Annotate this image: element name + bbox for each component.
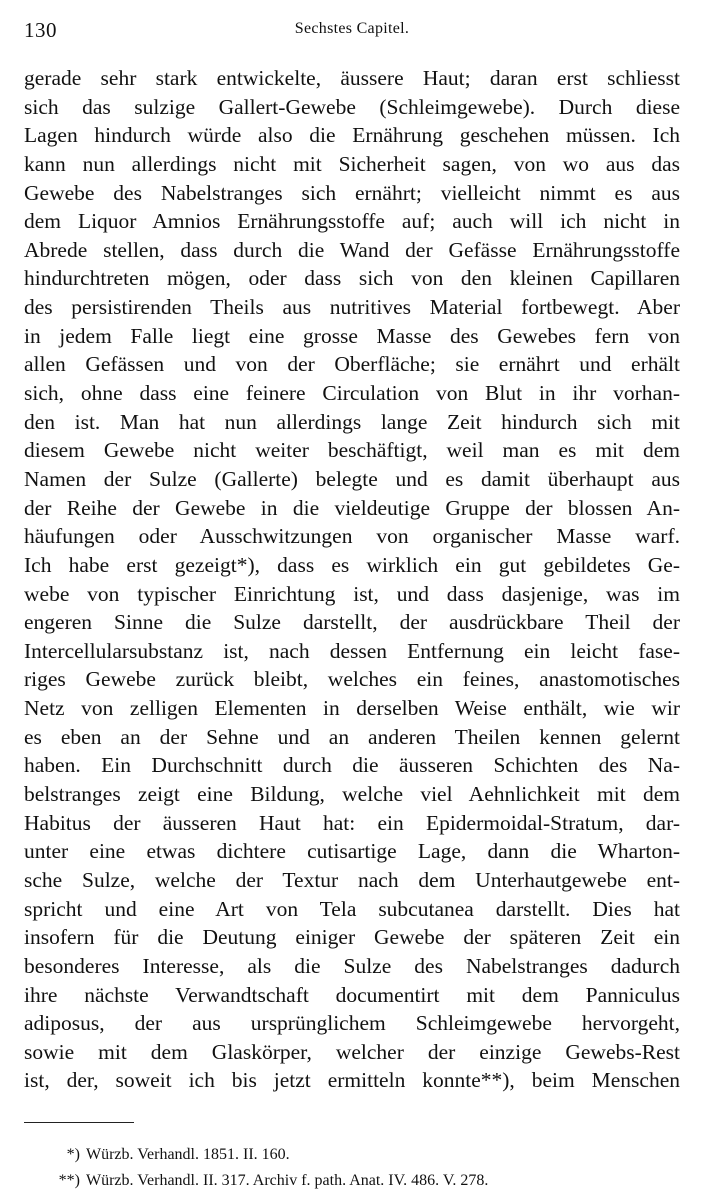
- running-title: Sechstes Capitel.: [294, 20, 410, 37]
- text-line: sowie mit dem Glaskörper, welcher der einzige Gewebs-Rest: [24, 1039, 680, 1064]
- text-line: allen Gefässen und von der Oberfläche; sie ernährt und erhält: [24, 352, 680, 377]
- text-line: der Reihe der Gewebe in die vieldeutige Gruppe der blossen An-: [24, 495, 680, 520]
- text-line: häufungen oder Ausschwitzungen von organischer Masse warf.: [24, 524, 680, 549]
- text-line: ihre nächste Verwandtschaft documentirt mit dem Panniculus: [24, 982, 680, 1007]
- footnotes: [24, 1142, 680, 1194]
- text-line: unter eine etwas dichtere cutisartige Lage, dann die Wharton-: [24, 839, 680, 864]
- text-line: in jedem Falle liegt eine grosse Masse des Gewebes fern von: [24, 323, 680, 348]
- text-line: dem Liquor Amnios Ernährungsstoffe auf; auch will ich nicht in: [24, 209, 680, 234]
- text-line: sche Sulze, welche der Textur nach dem Unterhautgewebe ent-: [24, 867, 680, 892]
- footnote-mark: *): [66, 1146, 80, 1163]
- text-line: gerade sehr stark entwickelte, äussere Haut; daran erst schliesst: [24, 66, 680, 90]
- footnote-text: Würzb. Verhandl. II. 317. Archiv f. path. Anat. IV. 486. V. 278.: [86, 1172, 489, 1189]
- text-line: spricht und eine Art von Tela subcutanea darstellt. Dies hat: [24, 896, 680, 921]
- text-line: riges Gewebe zurück bleibt, welches ein feines, anastomotisches: [24, 667, 680, 692]
- text-line: Ich habe erst gezeigt*), dass es wirklich ein gut gebildetes Ge-: [24, 552, 680, 577]
- book-page: [24, 14, 680, 1194]
- text-line: Namen der Sulze (Gallerte) belegte und es damit überhaupt aus: [24, 466, 680, 491]
- page-number: 130: [24, 18, 57, 42]
- text-line: belstranges zeigt eine Bildung, welche viel Aehnlichkeit mit dem: [24, 782, 680, 807]
- text-line: Abrede stellen, dass durch die Wand der Gefässe Ernährungsstoffe: [24, 237, 680, 262]
- text-line: sich, ohne dass eine feinere Circulation von Blut in ihr vorhan-: [24, 381, 680, 406]
- text-line: Intercellularsubstanz ist, nach dessen Entfernung ein leicht fase-: [24, 638, 680, 663]
- footnote: [24, 1168, 680, 1194]
- text-line: engeren Sinne die Sulze darstellt, der ausdrückbare Theil der: [24, 610, 680, 635]
- footnote-divider: [24, 1122, 134, 1123]
- text-line: Gewebe des Nabelstranges sich ernährt; vielleicht nimmt es aus: [24, 180, 680, 205]
- text-line: hindurchtreten mögen, oder dass sich von den kleinen Capillaren: [24, 266, 680, 291]
- footnote-mark: **): [58, 1172, 80, 1189]
- body-text: [24, 64, 680, 1095]
- text-line: webe von typischer Einrichtung ist, und dass dasjenige, was im: [24, 581, 680, 606]
- text-line: diesem Gewebe nicht weiter beschäftigt, weil man es mit dem: [24, 438, 680, 463]
- text-line: haben. Ein Durchschnitt durch die äusseren Schichten des Na-: [24, 753, 680, 778]
- footnote-text: Würzb. Verhandl. 1851. II. 160.: [86, 1146, 290, 1163]
- text-line: ist, der, soweit ich bis jetzt ermitteln konnte**), beim Menschen: [24, 1068, 680, 1093]
- text-line: insofern für die Deutung einiger Gewebe der späteren Zeit ein: [24, 925, 680, 950]
- text-line: adiposus, der aus ursprünglichem Schleimgewebe hervorgeht,: [24, 1011, 680, 1036]
- text-line: Lagen hindurch würde also die Ernährung geschehen müssen. Ich: [24, 123, 680, 148]
- text-line: Netz von zelligen Elementen in derselben Weise enthält, wie wir: [24, 696, 680, 721]
- text-line: sich das sulzige Gallert-Gewebe (Schleimgewebe). Durch diese: [24, 94, 680, 119]
- page-header: [24, 14, 680, 54]
- footnote: [24, 1142, 680, 1168]
- text-line: besonderes Interesse, als die Sulze des Nabelstranges dadurch: [24, 953, 680, 978]
- text-line: es eben an der Sehne und an anderen Theilen kennen gelernt: [24, 724, 680, 749]
- text-line: des persistirenden Theils aus nutritives Material fortbewegt. Aber: [24, 295, 680, 320]
- text-line: Habitus der äusseren Haut hat: ein Epidermoidal-Stratum, dar-: [24, 810, 680, 835]
- text-line: den ist. Man hat nun allerdings lange Zeit hindurch sich mit: [24, 409, 680, 434]
- text-line: kann nun allerdings nicht mit Sicherheit sagen, von wo aus das: [24, 151, 680, 176]
